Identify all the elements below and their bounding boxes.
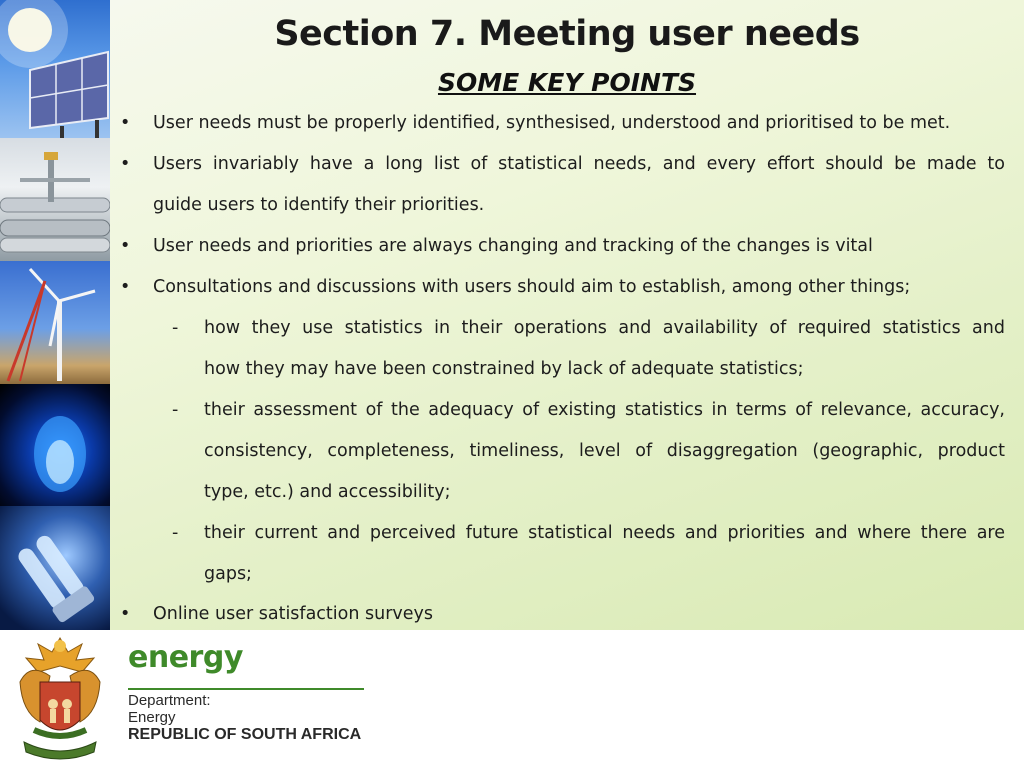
department-name: Energy xyxy=(128,709,176,726)
bullet-text: User needs must be properly identified, synthesised, understood and prioritised to be met. xyxy=(153,113,951,133)
wind-turbine-image xyxy=(0,261,110,384)
department-label: Department: xyxy=(128,692,211,709)
slide-subtitle: SOME KEY POINTS xyxy=(437,68,697,97)
coat-of-arms-emblem-icon xyxy=(10,632,110,766)
gas-flame-image xyxy=(0,384,110,506)
country-name: REPUBLIC OF SOUTH AFRICA xyxy=(128,726,362,743)
subitem-text-continued: consistency, completeness, timeliness, level of disaggregation (geographic, product xyxy=(204,441,1005,461)
bullet-marker: • xyxy=(120,236,131,256)
photo-strip xyxy=(0,0,110,630)
bullet-marker: • xyxy=(120,113,131,133)
subitem-text-continued: type, etc.) and accessibility; xyxy=(204,482,451,502)
energy-logo-wordmark: energy xyxy=(128,640,243,675)
energy-saving-bulb-image xyxy=(0,506,110,630)
bullet-marker: • xyxy=(120,154,131,174)
dash-marker: - xyxy=(172,400,179,420)
bullet-marker: • xyxy=(120,277,131,297)
bullet-text-continued: guide users to identify their priorities. xyxy=(153,195,485,215)
subitem-text: how they use statistics in their operations and availability of required statistics and xyxy=(204,318,1005,338)
slide-content xyxy=(110,0,1024,630)
logo-divider xyxy=(128,688,364,690)
bullet-marker: • xyxy=(120,604,131,624)
pipeline-image xyxy=(0,138,110,261)
slide-title: Section 7. Meeting user needs xyxy=(274,14,860,54)
bullet-text: Users invariably have a long list of statistical needs, and every effort should be made to xyxy=(153,154,1005,174)
bullet-text: Online user satisfaction surveys xyxy=(153,604,434,624)
subitem-text-continued: gaps; xyxy=(204,564,252,584)
subitem-text: their current and perceived future statistical needs and priorities and where there are xyxy=(204,523,1005,543)
solar-panel-image xyxy=(0,0,110,138)
footer xyxy=(0,630,1024,768)
subitem-text-continued: how they may have been constrained by lack of adequate statistics; xyxy=(204,359,804,379)
dash-marker: - xyxy=(172,318,179,338)
bullet-text: User needs and priorities are always changing and tracking of the changes is vital xyxy=(153,236,873,256)
subitem-text: their assessment of the adequacy of existing statistics in terms of relevance, accuracy, xyxy=(204,400,1005,420)
bullet-text: Consultations and discussions with users should aim to establish, among other things; xyxy=(153,277,911,297)
dash-marker: - xyxy=(172,523,179,543)
